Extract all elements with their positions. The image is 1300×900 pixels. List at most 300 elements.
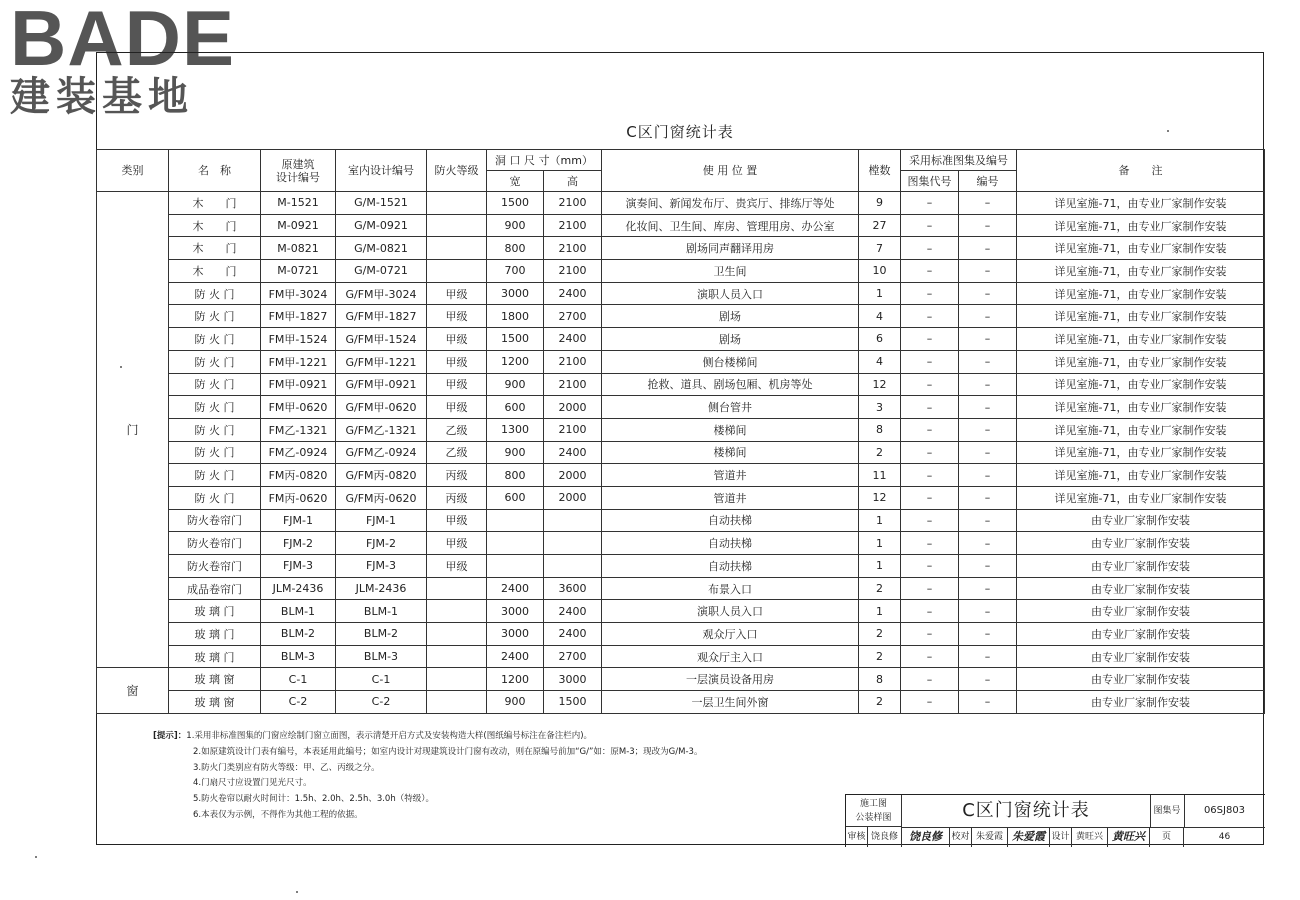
table-row bbox=[97, 668, 1265, 691]
cell-number: – bbox=[959, 373, 1017, 396]
cell-interior-code: G/FM丙-0620 bbox=[336, 486, 427, 509]
cell-orig-code: BLM-3 bbox=[261, 645, 336, 668]
cell-orig-code: JLM-2436 bbox=[261, 577, 336, 600]
note-item: 3.防火门类别应有防火等级：甲、乙、丙级之分。 bbox=[193, 762, 380, 773]
cell-fire-rating bbox=[427, 623, 487, 646]
cell-interior-code: G/M-0721 bbox=[336, 260, 427, 283]
cell-remark: 详见室施-71，由专业厂家制作安装 bbox=[1017, 396, 1265, 419]
cell-location: 剧场 bbox=[602, 328, 859, 351]
cell-width: 1500 bbox=[487, 328, 544, 351]
cell-count: 1 bbox=[859, 532, 901, 555]
cell-atlas-code: – bbox=[901, 373, 959, 396]
cell-orig-code: FM乙-1321 bbox=[261, 418, 336, 441]
table-row bbox=[97, 600, 1265, 623]
cell-name: 玻 璃 窗 bbox=[169, 668, 261, 691]
cell-atlas-code: – bbox=[901, 282, 959, 305]
cell-height: 2100 bbox=[544, 192, 602, 215]
cell-name: 防 火 门 bbox=[169, 350, 261, 373]
cell-count: 12 bbox=[859, 486, 901, 509]
cell-height: 2100 bbox=[544, 418, 602, 441]
table-row bbox=[97, 691, 1265, 714]
cell-location: 布景入口 bbox=[602, 577, 859, 600]
cell-height: 2100 bbox=[544, 260, 602, 283]
cell-number: – bbox=[959, 600, 1017, 623]
cell-count: 1 bbox=[859, 600, 901, 623]
cell-count: 8 bbox=[859, 418, 901, 441]
cell-atlas-code: – bbox=[901, 600, 959, 623]
cell-atlas-code: – bbox=[901, 645, 959, 668]
cell-count: 1 bbox=[859, 555, 901, 578]
cell-interior-code: JLM-2436 bbox=[336, 577, 427, 600]
title-block-title: C区门窗统计表 bbox=[902, 795, 1151, 828]
cell-location: 观众厅主入口 bbox=[602, 645, 859, 668]
cell-count: 2 bbox=[859, 691, 901, 714]
cell-height: 2000 bbox=[544, 464, 602, 487]
page-value: 46 bbox=[1218, 832, 1231, 842]
table-row bbox=[97, 373, 1265, 396]
cell-fire-rating: 甲级 bbox=[427, 532, 487, 555]
cell-fire-rating: 甲级 bbox=[427, 396, 487, 419]
cell-width: 1800 bbox=[487, 305, 544, 328]
cell-atlas-code: – bbox=[901, 577, 959, 600]
page-label: 页 bbox=[1150, 827, 1184, 847]
cell-number: – bbox=[959, 486, 1017, 509]
cell-location: 自动扶梯 bbox=[602, 532, 859, 555]
note-item: 5.防火卷帘以耐火时间计：1.5h、2.0h、2.5h、3.0h（特级）。 bbox=[193, 794, 434, 805]
cell-fire-rating: 甲级 bbox=[427, 328, 487, 351]
cell-atlas-code: – bbox=[901, 192, 959, 215]
cell-fire-rating: 甲级 bbox=[427, 555, 487, 578]
cell-count: 9 bbox=[859, 192, 901, 215]
cell-orig-code: BLM-1 bbox=[261, 600, 336, 623]
cell-interior-code: G/M-0921 bbox=[336, 214, 427, 237]
note-line bbox=[153, 729, 702, 745]
table-row bbox=[97, 623, 1265, 646]
cell-orig-code: FM甲-0620 bbox=[261, 396, 336, 419]
cell-location: 管道井 bbox=[602, 464, 859, 487]
cell-height: 2400 bbox=[544, 282, 602, 305]
cell-height: 2100 bbox=[544, 214, 602, 237]
cell-interior-code: BLM-3 bbox=[336, 645, 427, 668]
cell-orig-code: M-0821 bbox=[261, 237, 336, 260]
cell-number: – bbox=[959, 305, 1017, 328]
notes-label: [提示]： bbox=[153, 731, 187, 741]
cell-name: 成品卷帘门 bbox=[169, 577, 261, 600]
cell-count: 27 bbox=[859, 214, 901, 237]
cell-number: – bbox=[959, 555, 1017, 578]
cell-fire-rating bbox=[427, 600, 487, 623]
table-row bbox=[97, 260, 1265, 283]
design-signature: 黄旺兴 bbox=[1108, 827, 1150, 847]
cell-orig-code: M-0921 bbox=[261, 214, 336, 237]
note-item: 4.门扇尺寸应设置门见光尺寸。 bbox=[193, 778, 312, 789]
cell-width: 1200 bbox=[487, 668, 544, 691]
table-row bbox=[97, 441, 1265, 464]
door-window-table bbox=[96, 149, 1265, 714]
cell-interior-code: BLM-1 bbox=[336, 600, 427, 623]
cell-width: 800 bbox=[487, 464, 544, 487]
cell-orig-code: FM甲-1827 bbox=[261, 305, 336, 328]
header-atlas-code: 图集代号 bbox=[901, 171, 959, 192]
cell-orig-code: FM甲-1221 bbox=[261, 350, 336, 373]
cell-location: 卫生间 bbox=[602, 260, 859, 283]
cell-orig-code: FM甲-3024 bbox=[261, 282, 336, 305]
cell-orig-code: FM甲-1524 bbox=[261, 328, 336, 351]
cell-width: 3000 bbox=[487, 282, 544, 305]
cell-atlas-code: – bbox=[901, 328, 959, 351]
header-count: 樘数 bbox=[859, 150, 901, 192]
cell-count: 12 bbox=[859, 373, 901, 396]
cell-count: 2 bbox=[859, 623, 901, 646]
cell-fire-rating: 甲级 bbox=[427, 350, 487, 373]
atlas-label: 图集号 bbox=[1150, 795, 1185, 828]
cell-remark: 由专业厂家制作安装 bbox=[1017, 668, 1265, 691]
check-name: 朱爱霞 bbox=[972, 827, 1008, 847]
cell-name: 防火卷帘门 bbox=[169, 555, 261, 578]
cell-location: 一层卫生间外窗 bbox=[602, 691, 859, 714]
cell-interior-code: G/FM甲-3024 bbox=[336, 282, 427, 305]
cell-atlas-code: – bbox=[901, 396, 959, 419]
cell-width: 2400 bbox=[487, 577, 544, 600]
cell-name: 玻 璃 门 bbox=[169, 600, 261, 623]
header-name: 名 称 bbox=[169, 150, 261, 192]
cell-height bbox=[544, 555, 602, 578]
cell-interior-code: G/FM甲-1524 bbox=[336, 328, 427, 351]
cell-location: 自动扶梯 bbox=[602, 555, 859, 578]
cell-interior-code: C-1 bbox=[336, 668, 427, 691]
design-name: 黄旺兴 bbox=[1072, 827, 1108, 847]
cell-location: 演职人员入口 bbox=[602, 600, 859, 623]
cell-number: – bbox=[959, 532, 1017, 555]
cell-height: 2400 bbox=[544, 328, 602, 351]
cell-width: 600 bbox=[487, 486, 544, 509]
cell-interior-code: G/FM丙-0820 bbox=[336, 464, 427, 487]
cell-name: 防火卷帘门 bbox=[169, 532, 261, 555]
cell-fire-rating bbox=[427, 645, 487, 668]
header-location: 使 用 位 置 bbox=[602, 150, 859, 192]
cell-remark: 由专业厂家制作安装 bbox=[1017, 555, 1265, 578]
review-signature: 饶良修 bbox=[902, 827, 950, 847]
cell-orig-code: BLM-2 bbox=[261, 623, 336, 646]
cell-name: 防火卷帘门 bbox=[169, 509, 261, 532]
cell-interior-code: G/M-0821 bbox=[336, 237, 427, 260]
cell-location: 演职人员入口 bbox=[602, 282, 859, 305]
cell-count: 8 bbox=[859, 668, 901, 691]
table-row bbox=[97, 214, 1265, 237]
cell-remark: 由专业厂家制作安装 bbox=[1017, 691, 1265, 714]
cell-width: 900 bbox=[487, 441, 544, 464]
cell-width: 900 bbox=[487, 373, 544, 396]
cell-name: 木 门 bbox=[169, 192, 261, 215]
table-row bbox=[97, 486, 1265, 509]
cell-height bbox=[544, 509, 602, 532]
cell-interior-code: FJM-1 bbox=[336, 509, 427, 532]
cell-fire-rating: 丙级 bbox=[427, 464, 487, 487]
cell-orig-code: FJM-2 bbox=[261, 532, 336, 555]
cell-remark: 详见室施-71，由专业厂家制作安装 bbox=[1017, 441, 1265, 464]
cell-fire-rating: 丙级 bbox=[427, 486, 487, 509]
cell-atlas-code: – bbox=[901, 668, 959, 691]
cell-orig-code: FJM-3 bbox=[261, 555, 336, 578]
cell-name: 防 火 门 bbox=[169, 282, 261, 305]
cell-width: 800 bbox=[487, 237, 544, 260]
cell-name: 防 火 门 bbox=[169, 328, 261, 351]
cell-count: 1 bbox=[859, 509, 901, 532]
check-signature: 朱爱霞 bbox=[1008, 827, 1050, 847]
cell-width: 3000 bbox=[487, 623, 544, 646]
header-number: 编号 bbox=[959, 171, 1017, 192]
header-std-atlas: 采用标准图集及编号 bbox=[901, 150, 1017, 171]
drawing-type bbox=[846, 795, 902, 827]
cell-height bbox=[544, 532, 602, 555]
table-row bbox=[97, 305, 1265, 328]
cell-location: 侧台管井 bbox=[602, 396, 859, 419]
cell-fire-rating bbox=[427, 260, 487, 283]
cell-remark: 由专业厂家制作安装 bbox=[1017, 623, 1265, 646]
cell-number: – bbox=[959, 396, 1017, 419]
cell-orig-code: M-1521 bbox=[261, 192, 336, 215]
cell-remark: 由专业厂家制作安装 bbox=[1017, 532, 1265, 555]
cell-name: 玻 璃 窗 bbox=[169, 691, 261, 714]
cell-interior-code: C-2 bbox=[336, 691, 427, 714]
cell-interior-code: FJM-2 bbox=[336, 532, 427, 555]
cell-height: 1500 bbox=[544, 691, 602, 714]
header-fire-rating: 防火等级 bbox=[427, 150, 487, 192]
cell-location: 楼梯间 bbox=[602, 441, 859, 464]
cell-count: 7 bbox=[859, 237, 901, 260]
cell-width: 3000 bbox=[487, 600, 544, 623]
drawing-type-line2: 公装样图 bbox=[855, 813, 892, 823]
cell-count: 2 bbox=[859, 645, 901, 668]
cell-remark: 详见室施-71，由专业厂家制作安装 bbox=[1017, 350, 1265, 373]
cell-location: 剧场 bbox=[602, 305, 859, 328]
category-window: 窗 bbox=[97, 668, 169, 713]
cell-name: 木 门 bbox=[169, 214, 261, 237]
cell-number: – bbox=[959, 464, 1017, 487]
cell-location: 一层演员设备用房 bbox=[602, 668, 859, 691]
cell-remark: 详见室施-71，由专业厂家制作安装 bbox=[1017, 260, 1265, 283]
cell-location: 管道井 bbox=[602, 486, 859, 509]
scan-speck bbox=[35, 856, 37, 858]
table-row bbox=[97, 328, 1265, 351]
cell-width: 1200 bbox=[487, 350, 544, 373]
cell-remark: 详见室施-71，由专业厂家制作安装 bbox=[1017, 237, 1265, 260]
table-row bbox=[97, 509, 1265, 532]
drawing-type-line1: 施工图 bbox=[859, 799, 887, 809]
cell-atlas-code: – bbox=[901, 555, 959, 578]
cell-orig-code: FM甲-0921 bbox=[261, 373, 336, 396]
table-title: C区门窗统计表 bbox=[626, 123, 734, 141]
cell-number: – bbox=[959, 691, 1017, 714]
cell-height: 3000 bbox=[544, 668, 602, 691]
cell-location: 观众厅入口 bbox=[602, 623, 859, 646]
cell-number: – bbox=[959, 282, 1017, 305]
scan-speck bbox=[296, 891, 298, 893]
cell-count: 10 bbox=[859, 260, 901, 283]
cell-atlas-code: – bbox=[901, 305, 959, 328]
signature-row bbox=[846, 827, 1265, 847]
cell-name: 木 门 bbox=[169, 237, 261, 260]
cell-atlas-code: – bbox=[901, 441, 959, 464]
cell-height: 2100 bbox=[544, 373, 602, 396]
review-name: 饶良修 bbox=[868, 827, 902, 847]
cell-fire-rating bbox=[427, 237, 487, 260]
cell-orig-code: C-1 bbox=[261, 668, 336, 691]
check-label: 校对 bbox=[950, 827, 972, 847]
cell-orig-code: FM丙-0820 bbox=[261, 464, 336, 487]
table-row bbox=[97, 555, 1265, 578]
cell-count: 2 bbox=[859, 441, 901, 464]
cell-interior-code: FJM-3 bbox=[336, 555, 427, 578]
cell-remark: 由专业厂家制作安装 bbox=[1017, 600, 1265, 623]
cell-width: 2400 bbox=[487, 645, 544, 668]
header-orig-code-line2: 设计编号 bbox=[276, 170, 320, 184]
cell-fire-rating: 甲级 bbox=[427, 305, 487, 328]
cell-count: 11 bbox=[859, 464, 901, 487]
cell-name: 木 门 bbox=[169, 260, 261, 283]
cell-atlas-code: – bbox=[901, 237, 959, 260]
note-item: 1.采用非标准图集的门窗应绘制门窗立面图，表示清楚开启方式及安装构造大样(图纸编号标注在备注栏内)。 bbox=[186, 731, 593, 741]
cell-location: 楼梯间 bbox=[602, 418, 859, 441]
cell-fire-rating: 甲级 bbox=[427, 373, 487, 396]
cell-number: – bbox=[959, 668, 1017, 691]
cell-atlas-code: – bbox=[901, 214, 959, 237]
cell-number: – bbox=[959, 350, 1017, 373]
cell-remark: 由专业厂家制作安装 bbox=[1017, 577, 1265, 600]
cell-location: 侧台楼梯间 bbox=[602, 350, 859, 373]
cell-name: 玻 璃 门 bbox=[169, 645, 261, 668]
cell-orig-code: FM丙-0620 bbox=[261, 486, 336, 509]
cell-atlas-code: – bbox=[901, 532, 959, 555]
header-orig-code-line1: 原建筑 bbox=[281, 157, 315, 171]
cell-height: 2000 bbox=[544, 396, 602, 419]
cell-fire-rating: 甲级 bbox=[427, 509, 487, 532]
table-row bbox=[97, 350, 1265, 373]
table-row bbox=[97, 532, 1265, 555]
cell-name: 防 火 门 bbox=[169, 373, 261, 396]
cell-interior-code: BLM-2 bbox=[336, 623, 427, 646]
cell-width bbox=[487, 509, 544, 532]
cell-name: 防 火 门 bbox=[169, 305, 261, 328]
drawing-sheet bbox=[96, 52, 1264, 845]
cell-height: 3600 bbox=[544, 577, 602, 600]
cell-remark: 由专业厂家制作安装 bbox=[1017, 645, 1265, 668]
title-block bbox=[845, 794, 1265, 847]
cell-orig-code: M-0721 bbox=[261, 260, 336, 283]
cell-width: 900 bbox=[487, 691, 544, 714]
cell-width: 700 bbox=[487, 260, 544, 283]
review-label: 审核 bbox=[846, 827, 868, 847]
cell-width: 1300 bbox=[487, 418, 544, 441]
header-width: 宽 bbox=[487, 171, 544, 192]
cell-location: 剧场同声翻译用房 bbox=[602, 237, 859, 260]
cell-remark: 由专业厂家制作安装 bbox=[1017, 509, 1265, 532]
header-opening-size: 洞 口 尺 寸（mm） bbox=[487, 150, 602, 171]
cell-orig-code: FM乙-0924 bbox=[261, 441, 336, 464]
cell-atlas-code: – bbox=[901, 509, 959, 532]
table-row bbox=[97, 645, 1265, 668]
cell-number: – bbox=[959, 237, 1017, 260]
cell-atlas-code: – bbox=[901, 691, 959, 714]
cell-count: 2 bbox=[859, 577, 901, 600]
header-orig-code bbox=[261, 150, 336, 192]
table-row bbox=[97, 464, 1265, 487]
table-row bbox=[97, 282, 1265, 305]
cell-remark: 详见室施-71，由专业厂家制作安装 bbox=[1017, 282, 1265, 305]
cell-fire-rating: 乙级 bbox=[427, 441, 487, 464]
cell-number: – bbox=[959, 509, 1017, 532]
cell-number: – bbox=[959, 623, 1017, 646]
cell-location: 抢救、道具、剧场包厢、机房等处 bbox=[602, 373, 859, 396]
cell-width bbox=[487, 555, 544, 578]
logo-sub-text: 建装基地 bbox=[10, 74, 194, 120]
cell-count: 1 bbox=[859, 282, 901, 305]
header-interior-code: 室内设计编号 bbox=[336, 150, 427, 192]
cell-number: – bbox=[959, 577, 1017, 600]
category-door: 门 bbox=[97, 192, 169, 668]
table-row bbox=[97, 237, 1265, 260]
cell-remark: 详见室施-71，由专业厂家制作安装 bbox=[1017, 305, 1265, 328]
cell-fire-rating bbox=[427, 691, 487, 714]
cell-number: – bbox=[959, 441, 1017, 464]
header-height: 高 bbox=[544, 171, 602, 192]
cell-interior-code: G/M-1521 bbox=[336, 192, 427, 215]
cell-width: 600 bbox=[487, 396, 544, 419]
cell-number: – bbox=[959, 260, 1017, 283]
cell-height: 2100 bbox=[544, 350, 602, 373]
cell-fire-rating: 甲级 bbox=[427, 282, 487, 305]
cell-fire-rating bbox=[427, 214, 487, 237]
header-remarks: 备 注 bbox=[1017, 150, 1265, 192]
cell-remark: 详见室施-71，由专业厂家制作安装 bbox=[1017, 464, 1265, 487]
cell-atlas-code: – bbox=[901, 350, 959, 373]
cell-count: 4 bbox=[859, 350, 901, 373]
table-row bbox=[97, 577, 1265, 600]
logo-main-text: BADE bbox=[10, 0, 236, 82]
cell-remark: 详见室施-71，由专业厂家制作安装 bbox=[1017, 418, 1265, 441]
cell-width: 900 bbox=[487, 214, 544, 237]
cell-atlas-code: – bbox=[901, 260, 959, 283]
cell-number: – bbox=[959, 214, 1017, 237]
cell-location: 自动扶梯 bbox=[602, 509, 859, 532]
cell-height: 2700 bbox=[544, 305, 602, 328]
cell-number: – bbox=[959, 645, 1017, 668]
cell-height: 2400 bbox=[544, 441, 602, 464]
cell-interior-code: G/FM甲-0921 bbox=[336, 373, 427, 396]
cell-location: 化妆间、卫生间、库房、管理用房、办公室 bbox=[602, 214, 859, 237]
cell-atlas-code: – bbox=[901, 623, 959, 646]
cell-atlas-code: – bbox=[901, 486, 959, 509]
atlas-value: 06SJ803 bbox=[1184, 795, 1265, 828]
table-row bbox=[97, 396, 1265, 419]
cell-interior-code: G/FM乙-0924 bbox=[336, 441, 427, 464]
cell-width: 1500 bbox=[487, 192, 544, 215]
cell-interior-code: G/FM甲-1827 bbox=[336, 305, 427, 328]
cell-name: 防 火 门 bbox=[169, 418, 261, 441]
cell-height: 2400 bbox=[544, 600, 602, 623]
cell-fire-rating: 乙级 bbox=[427, 418, 487, 441]
cell-count: 4 bbox=[859, 305, 901, 328]
cell-height: 2100 bbox=[544, 237, 602, 260]
cell-height: 2400 bbox=[544, 623, 602, 646]
cell-count: 3 bbox=[859, 396, 901, 419]
design-label: 设计 bbox=[1050, 827, 1072, 847]
table-row bbox=[97, 192, 1265, 215]
cell-name: 防 火 门 bbox=[169, 396, 261, 419]
cell-height: 2700 bbox=[544, 645, 602, 668]
cell-name: 玻 璃 门 bbox=[169, 623, 261, 646]
cell-fire-rating bbox=[427, 577, 487, 600]
